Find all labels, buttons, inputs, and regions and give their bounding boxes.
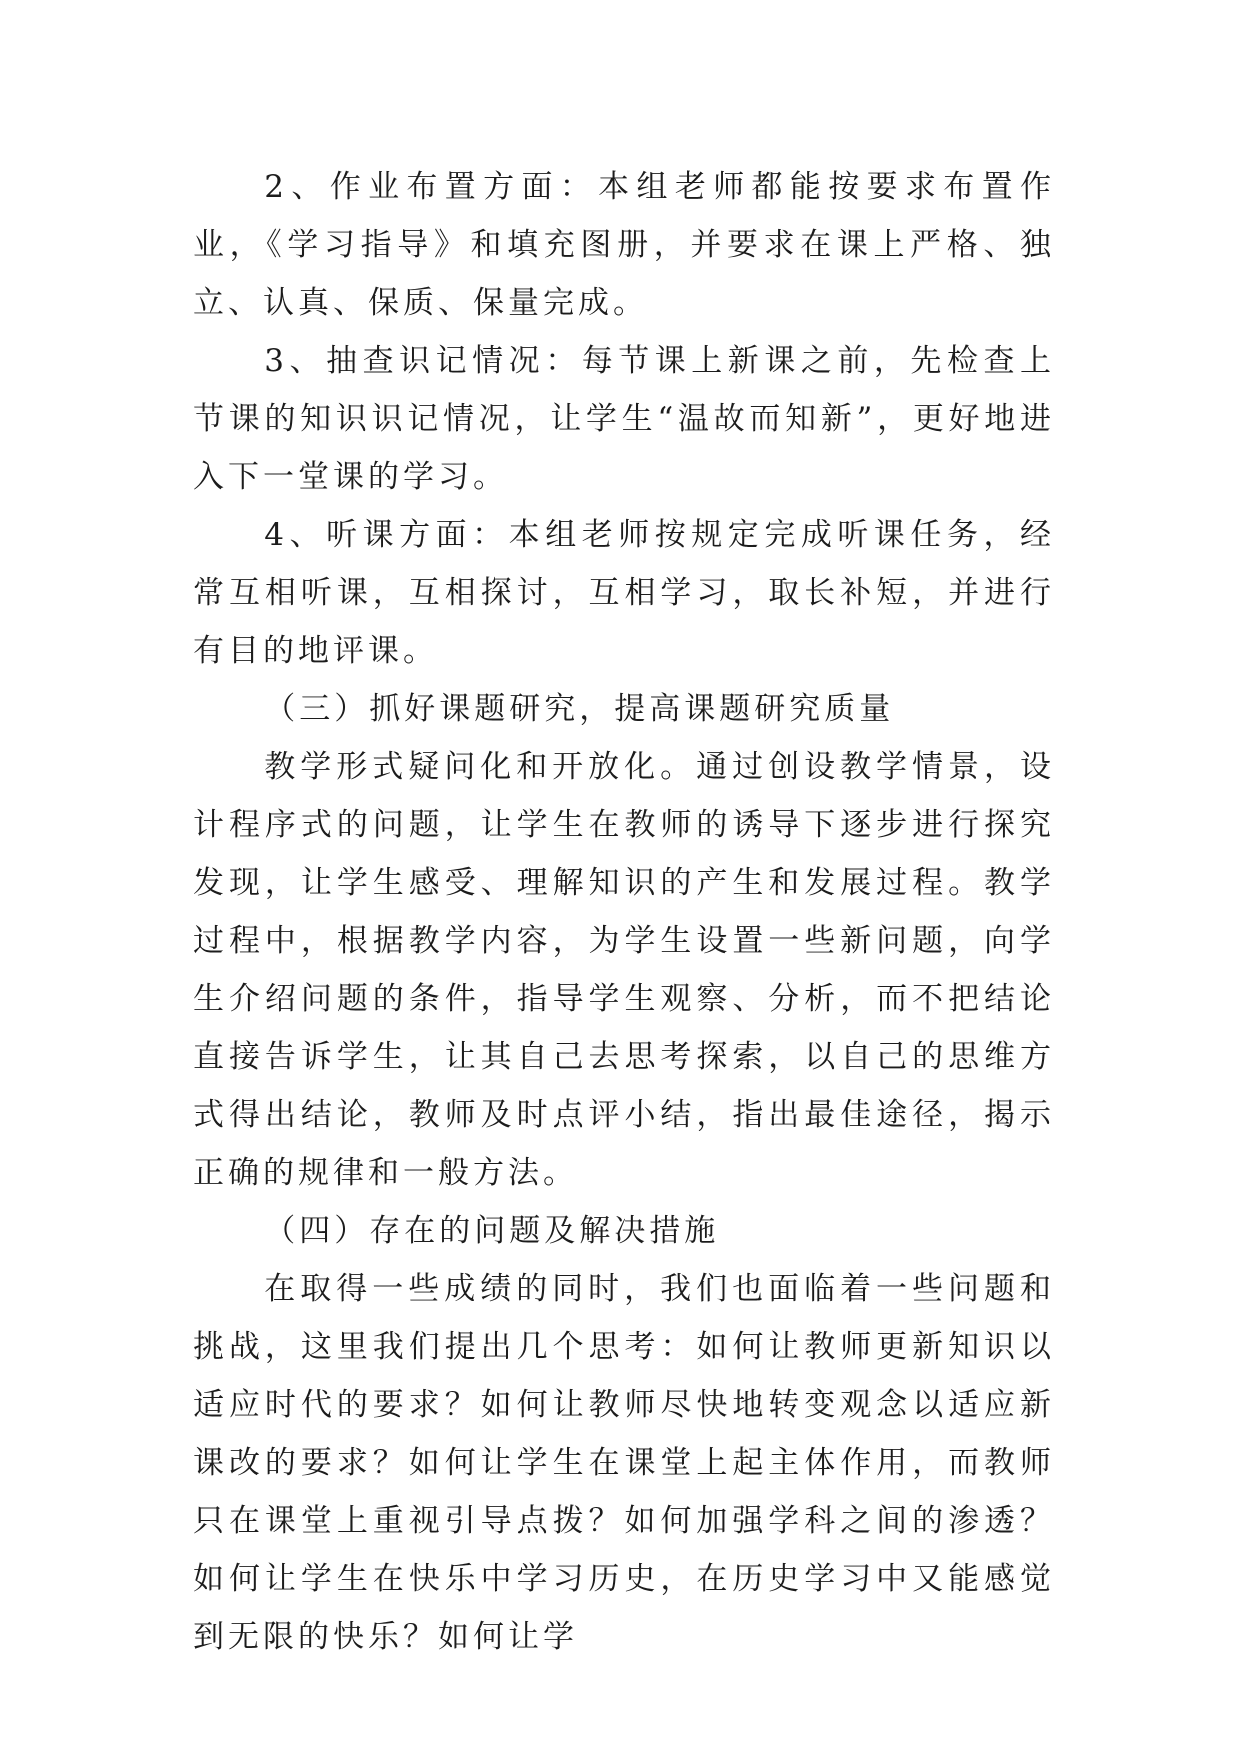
section-heading-problems: （四）存在的问题及解决措施 — [264, 1213, 720, 1249]
paragraph-homework: 2、作业布置方面：本组老师都能按要求布置作业，《学习指导》和填充图册，并要求在课上严格、独立、认真、保质、保量完成。 — [193, 169, 1055, 321]
paragraph-teaching-form: 教学形式疑问化和开放化。通过创设教学情景，设计程序式的问题，让学生在教师的诱导下逐步进行探究发现，让学生感受、理解知识的产生和发展过程。教学过程中，根据教学内容，为学生设置一些新问题，向学生介绍问题的条件，指导学生观察、分析，而不把结论直接告诉学生，让其自己去思考探索，以自己的思维方式得出结论，教师及时点评小结，指出最佳途径，揭示正确的规律和一般方法。 — [193, 749, 1055, 1191]
section-heading-research: （三）抓好课题研究，提高课题研究质量 — [264, 691, 895, 727]
paragraph-challenges: 在取得一些成绩的同时，我们也面临着一些问题和挑战，这里我们提出几个思考：如何让教师更新知识以适应时代的要求？如何让教师尽快地转变观念以适应新课改的要求？如何让学生在课堂上起主体作用，而教师只在课堂上重视引导点拨？如何加强学科之间的渗透？如何让学生在快乐中学习历史，在历史学习中又能感觉到无限的快乐？如何让学 — [193, 1271, 1055, 1655]
paragraph-spot-check: 3、抽查识记情况：每节课上新课之前，先检查上节课的知识识记情况，让学生“温故而知新”，更好地进入下一堂课的学习。 — [193, 343, 1055, 495]
paragraph-lesson-observation: 4、听课方面：本组老师按规定完成听课任务，经常互相听课，互相探讨，互相学习，取长补短，并进行有目的地评课。 — [193, 517, 1055, 669]
document-body — [193, 158, 1055, 1666]
